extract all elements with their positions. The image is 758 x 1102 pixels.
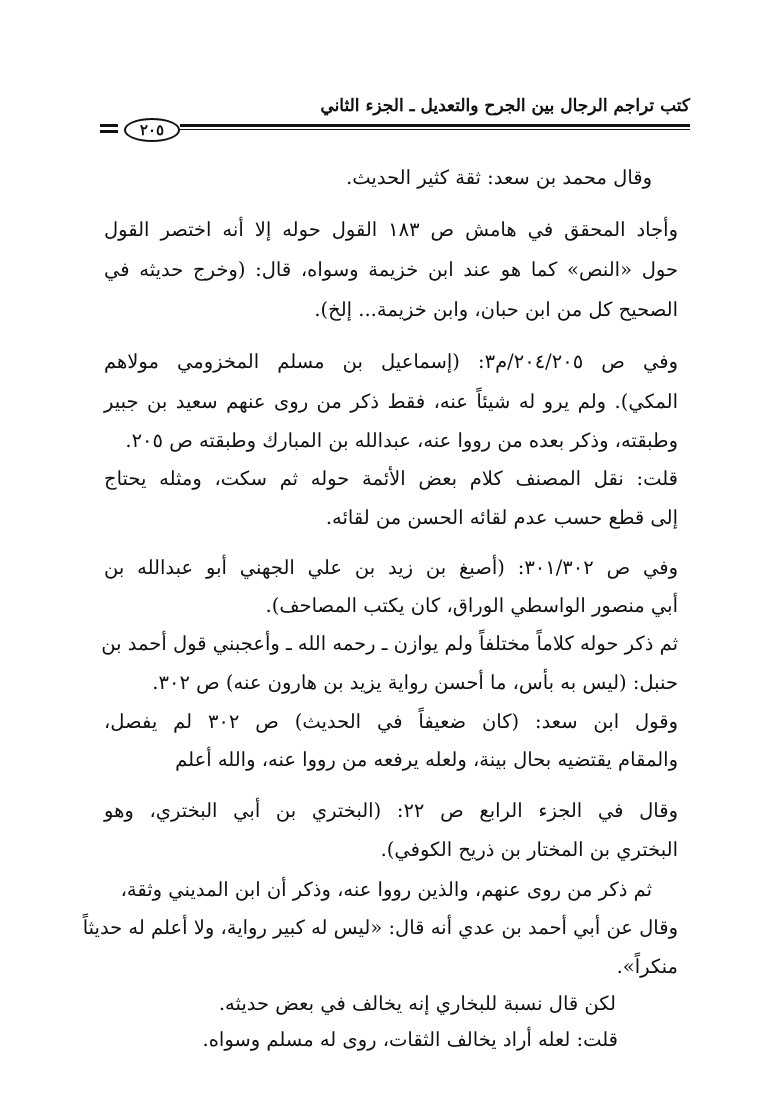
text-line: ثم ذكر من روى عنهم، والذين رووا عنه، وذكر أن ابن المديني وثقة،: [120, 878, 652, 901]
text-line: قلت: نقل المصنف كلام بعض الأئمة حوله ثم سكت، ومثله يحتاج: [104, 467, 678, 490]
text-line: المكي). ولم يرو له شيئاً عنه، فقط ذكر من روى عنهم سعيد بن جبير: [104, 390, 678, 413]
header-rule: [100, 118, 690, 140]
rule-line: [180, 124, 690, 127]
text-line: وطبقته، وذكر بعده من رووا عنه، عبدالله بن المبارك وطبقته ص ٢٠٥.: [125, 429, 678, 452]
text-line: منكراً».: [616, 955, 678, 978]
text-line: أبي منصور الواسطي الوراق، كان يكتب المصاحف).: [265, 594, 678, 617]
text-line: والمقام يقتضيه بحال بينة، ولعله يرفعه من رووا عنه، والله أعلم: [175, 748, 678, 771]
page-number: ٢٠٥: [124, 118, 180, 142]
rule-ornament: [100, 130, 118, 133]
text-line: حول «النص» كما هو عند ابن خزيمة وسواه، قال: (وخرج حديثه في: [104, 258, 678, 281]
text-line: البختري بن المختار بن ذريح الكوفي).: [380, 838, 678, 861]
rule-line: [180, 129, 690, 130]
rule-ornament: [100, 124, 118, 127]
text-line: وقول ابن سعد: (كان ضعيفاً في الحديث) ص ٣٠٢ لم يفصل،: [104, 710, 678, 733]
text-line: لكن قال نسبة للبخاري إنه يخالف في بعض حديثه.: [218, 992, 616, 1015]
text-line: إلى قطع حسب عدم لقائه الحسن من لقائه.: [325, 506, 678, 529]
text-line: وأجاد المحقق في هامش ص ١٨٣ القول حوله إلا أنه اختصر القول: [104, 218, 678, 241]
text-line: وقال محمد بن سعد: ثقة كثير الحديث.: [346, 166, 652, 189]
running-title: كتب تراجم الرجال بين الجرح والتعديل ـ الجزء الثاني: [320, 96, 690, 116]
page-header: [100, 96, 690, 144]
text-line: الصحيح كل من ابن حبان، وابن خزيمة... إلخ).: [314, 298, 678, 321]
text-line: وفي ص ٢٠٤/٢٠٥/م٣: (إسماعيل بن مسلم المخزومي مولاهم: [104, 350, 678, 373]
text-line: ثم ذكر حوله كلاماً مختلفاً ولم يوازن ـ رحمه الله ـ وأعجبني قول أحمد بن: [101, 632, 678, 655]
text-line: وقال في الجزء الرابع ص ٢٢: (البختري بن أبي البختري، وهو: [104, 799, 678, 822]
text-line: قلت: لعله أراد يخالف الثقات، روى له مسلم وسواه.: [202, 1028, 618, 1051]
text-line: حنبل: (ليس به بأس، ما أحسن رواية يزيد بن هارون عنه) ص ٣٠٢.: [152, 671, 678, 694]
text-line: وقال عن أبي أحمد بن عدي أنه قال: «ليس له كبير رواية، ولا أعلم له حديثاً: [82, 916, 678, 939]
text-line: وفي ص ٣٠١/٣٠٢: (أصبغ بن زيد بن علي الجهني أبو عبدالله بن: [104, 556, 678, 579]
